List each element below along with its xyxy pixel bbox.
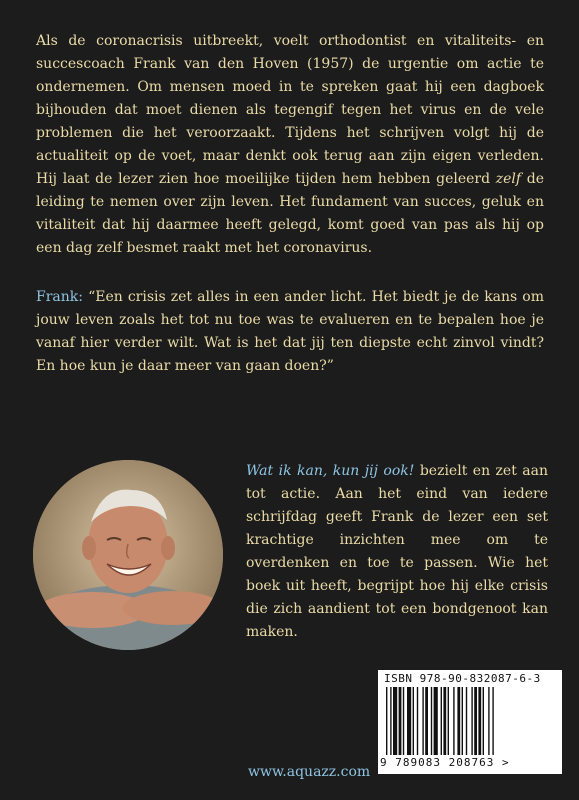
quote-text: “Een crisis zet alles in een ander licht. Het biedt je de kans om jouw leven zoals het tot nu toe was te evalueren en te bepalen hoe je vanaf hier verder wilt. Wat is het dat jij ten diepste echt zinvol vindt? En hoe kun je daar meer van gaan doen?” xyxy=(36,289,545,374)
closing-text: bezielt en zet aan tot actie. Aan het eind van iedere schrijfdag geeft Frank de lezer een set krachtige inzichten mee om te overdenken en toe te passen. Wie het boek uit heeft, begrijpt hoe hij elke crisis die zich aandient tot een bondgenoot kan maken. xyxy=(246,463,549,640)
barcode-digits: 9 789083 208763 > xyxy=(380,756,510,769)
closing-paragraph xyxy=(246,460,548,644)
publisher-website: www.aquazz.com xyxy=(248,764,371,780)
book-title: Wat ik kan, kun jij ook! xyxy=(246,463,415,479)
author-photo xyxy=(33,460,223,650)
isbn-barcode xyxy=(378,670,562,774)
quote-speaker: Frank: xyxy=(36,289,83,305)
blurb-text: de leiding te nemen over zijn leven. Het fundament van succes, geluk en vitaliteit dat hij daarmee heeft gelegd, komt goed van pas als hij op een dag zelf besmet raakt met het coronavirus. xyxy=(36,171,544,256)
barcode-bars xyxy=(382,687,558,755)
emphasis-word: zelf xyxy=(495,171,522,187)
blurb-text: Als de coronacrisis uitbreekt, voelt orthodontist en vitaliteits- en succescoach Frank van den Hoven (1957) de urgentie om actie te ondernemen. Om mensen moed in te spreken gaat hij een dagboek bijhouden dat moet dienen als tegengif tegen het virus en de vele problemen die het veroorzaakt. Tijdens het schrijven volgt hij de actualiteit op de voet, maar denkt ook terug aan zijn eigen verleden. Hij laat de lezer zien hoe moeilijke tijden hem hebben geleerd xyxy=(36,33,544,187)
isbn-label: ISBN 978-90-832087-6-3 xyxy=(384,672,541,685)
author-quote xyxy=(36,286,544,378)
blurb-paragraph-1 xyxy=(36,30,544,260)
author-portrait-illustration xyxy=(33,460,223,650)
